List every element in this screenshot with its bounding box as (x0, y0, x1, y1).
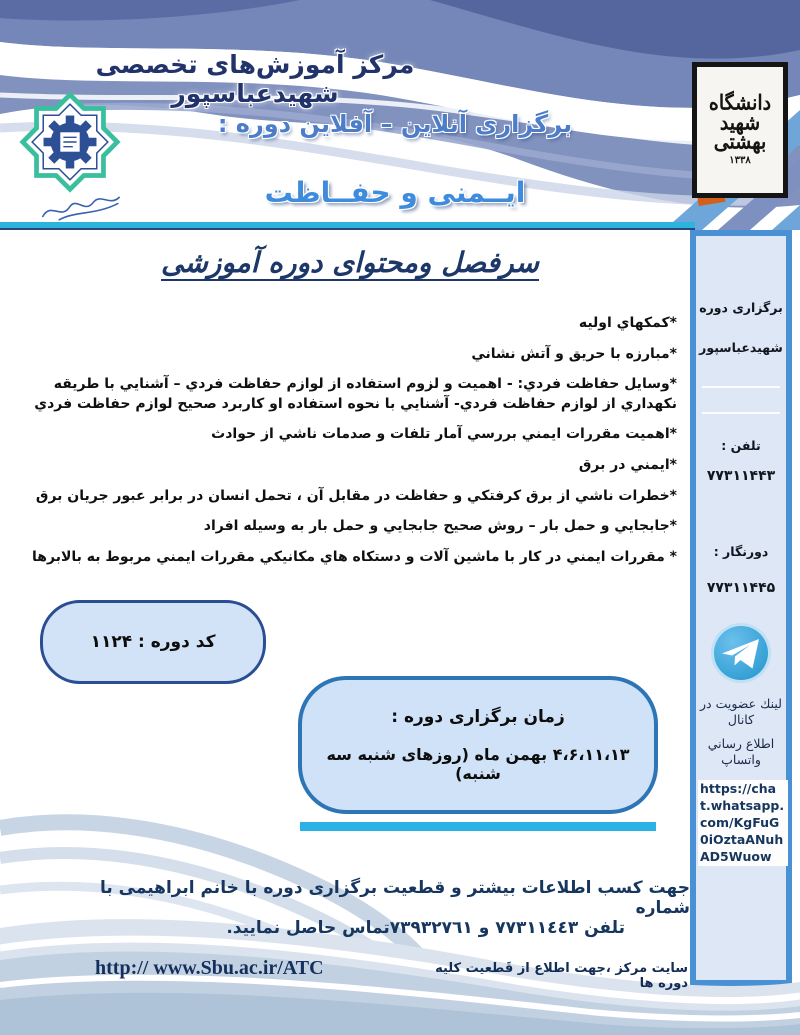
section-title: سرفصل ومحتوای دوره آموزشی (161, 246, 539, 279)
channel-note-line1: لینك عضویت در كانال (700, 696, 782, 728)
schedule-bubble (298, 676, 658, 814)
topic-item: * مقررات ايمني در كار با ماشين آلات و دستكاه هاي مكانيكي مقررات ايمني مربوط به بالابرها (32, 548, 677, 565)
whatsapp-link[interactable]: https://chat.whatsapp.com/KgFuG0iOztaANuhAD5Wuow (698, 780, 788, 866)
topic-item: *كمكهاي اوليه (578, 315, 677, 331)
topic-item: *مبارزه با حريق و آتش نشاني (471, 345, 677, 362)
sidebar-org-line2: شهیدعباسپور (699, 340, 783, 355)
footer-site-note: سایت مرکز ،جهت اطلاع از قَطعیت کلیه دوره ها (435, 961, 688, 991)
beheshti-university-logo: دانشگاه شهید بهشتی ۱۳۳۸ (692, 62, 788, 198)
topic-item: *جابجايي و حمل بار – روش صحيح جابجايي و حمل بار به وسيله افراد (203, 518, 677, 535)
course-title: ایــمنی و حفــاظت (264, 176, 526, 209)
navy-divider-line (0, 228, 695, 230)
course-code-bubble (40, 600, 266, 684)
channel-note-line2: اطلاع رساني واتساپ (707, 736, 775, 768)
org-title: مرکز آموزش‌های تخصصی شهیدعباسپور (95, 50, 415, 108)
topic-item: *ايمني در برق (578, 456, 677, 473)
topic-item: *اهميت مقررات ايمني بررسي آمار تلفات و صدمات ناشي از حوادث (211, 426, 677, 443)
sidebar-divider (702, 386, 780, 388)
fax-number: ۷۷۳۱۱۴۴۵ (706, 580, 776, 596)
fax-label: دورنگار : (713, 544, 769, 559)
university-logo-text: دانشگاه (708, 91, 772, 116)
center-website-link[interactable]: http:// www.Sbu.ac.ir/ATC (95, 957, 324, 979)
topic-item: *خطرات ناشي از برق كرفتكي و حفاظت در مقابل آن ، تحمل انسان در برابر عبور جريان برق (35, 487, 677, 504)
delivery-mode-line: برگزاری آنلاین – آفلاین دوره : (217, 110, 573, 138)
university-founding-year: ۱۳۳۸ (729, 154, 751, 166)
schedule-heading: زمان برگزاری دوره : (391, 706, 565, 727)
schedule-dates: ۴،۶،۱۱،۱۳ بهمن ماه (روزهای شنبه سه شنبه) (326, 745, 630, 784)
phone-label: تلفن : (721, 438, 761, 453)
topics-list (15, 314, 677, 578)
topic-item: *وسايل حفاظت فردي: - اهميت و لزوم استفاده از لوازم حفاظت فردي – آشنايي با طريقه نكهداري از لوازم حفاظت فردي- آشنايي با نحوه استفاده او كاربرد صحيح لوازم حفاظت فردي (34, 376, 677, 412)
course-code: کد دوره : ۱۱۲۴ (90, 632, 216, 652)
sidebar-org-line1: برگزاری دوره (699, 300, 783, 315)
footer-info-line2: تلفن ٧٧٣١١٤٤٣ و ٧٣٩٣٢٧٦١تماس حاصل نمایید. (226, 918, 625, 938)
sidebar-divider (702, 412, 780, 414)
footer-info-line1: جهت کسب اطلاعات بیشتر و قطعیت برگزاری دوره با خانم ابراهیمی با شماره (99, 878, 690, 918)
phone-number: ۷۷۳۱۱۴۴۳ (706, 468, 776, 484)
telegram-icon[interactable] (710, 622, 772, 688)
